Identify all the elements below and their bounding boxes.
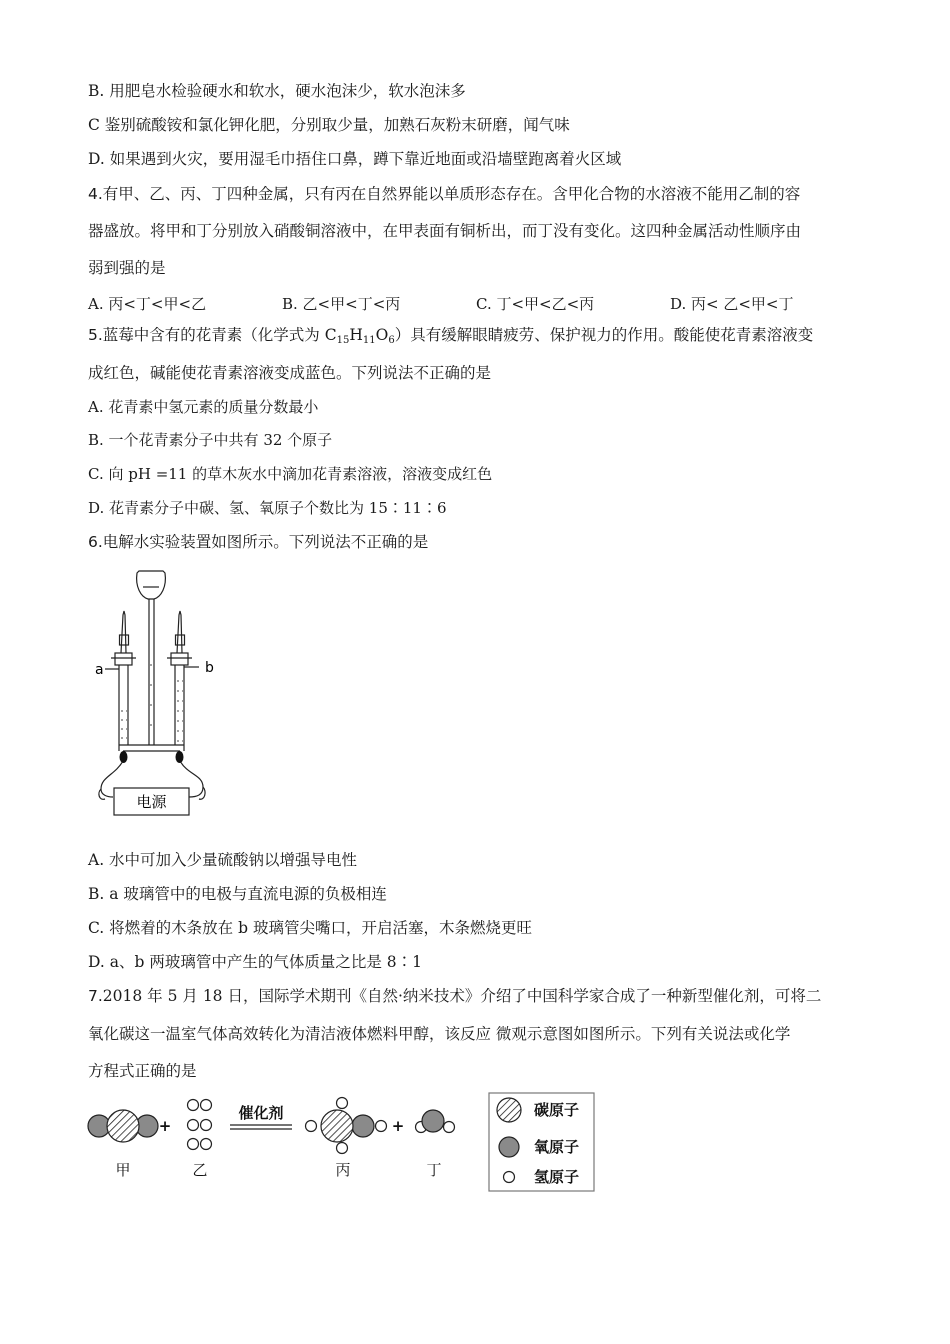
q6-number: 6. xyxy=(88,533,103,551)
q6-option-c: C. 将燃着的木条放在 b 玻璃管尖嘴口，开启活塞，木条燃烧更旺 xyxy=(88,919,532,937)
molecule-yi xyxy=(188,1100,212,1150)
q4-option-a: A. 丙<丁<甲<乙 xyxy=(88,295,207,313)
legend-hydrogen-label: 氢原子 xyxy=(534,1168,580,1186)
q7-stem-line1: 7.2018 年 5 月 18 日，国际学术期刊《自然·纳米技术》介绍了中国科学家合成了一种新型催化剂，可将二 xyxy=(88,987,822,1005)
label-ding: 丁 xyxy=(426,1161,442,1179)
q7-stem-line3: 方程式正确的是 xyxy=(88,1062,197,1080)
q3-option-b: B. 用肥皂水检验硬水和软水，硬水泡沫少，软水泡沫多 xyxy=(88,82,466,100)
q5-option-b: B. 一个花青素分子中共有 32 个原子 xyxy=(88,431,333,449)
molecule-ding xyxy=(416,1110,455,1133)
q6-option-a: A. 水中可加入少量硫酸钠以增强导电性 xyxy=(88,851,358,869)
q6-option-b: B. a 玻璃管中的电极与直流电源的负极相连 xyxy=(88,885,387,903)
legend-oxygen-label: 氧原子 xyxy=(534,1138,580,1156)
plus-sign-1: + xyxy=(158,1117,172,1135)
q4-option-d: D. 丙< 乙<甲<丁 xyxy=(670,295,794,313)
q5-stem-line1: 5.蓝莓中含有的花青素（化学式为 $C_{15}H_{11}O_6$）具有缓解眼睛疲劳、保护视力的作用。酸能使花青素溶液变 xyxy=(88,326,814,346)
q6-option-d: D. a、b 两玻璃管中产生的气体质量之比是 8∶1 xyxy=(88,953,422,971)
q5-stem-line2: 成红色，碱能使花青素溶液变成蓝色。下列说法不正确的是 xyxy=(88,364,492,382)
q5-number: 5. xyxy=(88,326,103,344)
q3-option-c: C 鉴别硫酸铵和氯化钾化肥，分别取少量，加熟石灰粉末研磨，闻气味 xyxy=(88,116,570,134)
q6-stem: 6.电解水实验装置如图所示。下列说法不正确的是 xyxy=(88,533,429,551)
q5-option-d: D. 花青素分子中碳、氢、氧原子个数比为 15∶11∶6 xyxy=(88,499,447,517)
q4-stem-line1: 4.有甲、乙、丙、丁四种金属，只有丙在自然界能以单质形态存在。含甲化合物的水溶液不能用乙制的容 xyxy=(88,185,801,203)
legend-carbon-symbol xyxy=(497,1098,521,1122)
q4-options xyxy=(88,293,868,313)
label-bing: 丙 xyxy=(335,1161,351,1179)
molecule-jia xyxy=(88,1110,158,1142)
plus-sign-2: + xyxy=(391,1117,405,1135)
catalyst-label: 催化剂 xyxy=(238,1104,284,1122)
q4-option-b: B. 乙<甲<丁<丙 xyxy=(282,295,401,313)
q4-number: 4. xyxy=(88,185,103,203)
q3-option-d: D. 如果遇到火灾，要用湿毛巾捂住口鼻，蹲下靠近地面或沿墙壁跑离着火区域 xyxy=(88,150,622,168)
label-jia: 甲 xyxy=(115,1161,131,1179)
molecule-bing xyxy=(306,1098,387,1154)
label-yi: 乙 xyxy=(192,1161,208,1179)
electrode-b xyxy=(176,751,184,763)
reaction-diagram-figure xyxy=(80,1090,600,1195)
q7-stem-line2: 氧化碳这一温室气体高效转化为清洁液体燃料甲醇，该反应 微观示意图如图所示。下列有关说法或化学 xyxy=(88,1025,791,1043)
q5-option-a: A. 花青素中氢元素的质量分数最小 xyxy=(88,398,319,416)
q7-number: 7. xyxy=(88,987,103,1005)
q4-option-c: C. 丁<甲<乙<丙 xyxy=(476,295,595,313)
label-a: a xyxy=(95,662,104,678)
legend-carbon-label: 碳原子 xyxy=(534,1101,580,1119)
q5-option-c: C. 向 pH =11 的草木灰水中滴加花青素溶液，溶液变成红色 xyxy=(88,465,493,483)
q4-stem-line3: 弱到强的是 xyxy=(88,259,166,277)
tube-a xyxy=(119,665,128,745)
electrolysis-apparatus-figure xyxy=(85,565,235,820)
legend-oxygen-symbol xyxy=(499,1137,519,1157)
legend-hydrogen-symbol xyxy=(504,1172,515,1183)
tube-b xyxy=(175,665,184,745)
power-source-label: 电源 xyxy=(136,793,167,811)
funnel xyxy=(137,571,166,599)
label-b: b xyxy=(205,660,214,676)
q4-stem-line2: 器盛放。将甲和丁分别放入硝酸铜溶液中，在甲表面有铜析出，而丁没有变化。这四种金属活动性顺序由 xyxy=(88,222,802,240)
electrode-a xyxy=(120,751,128,763)
